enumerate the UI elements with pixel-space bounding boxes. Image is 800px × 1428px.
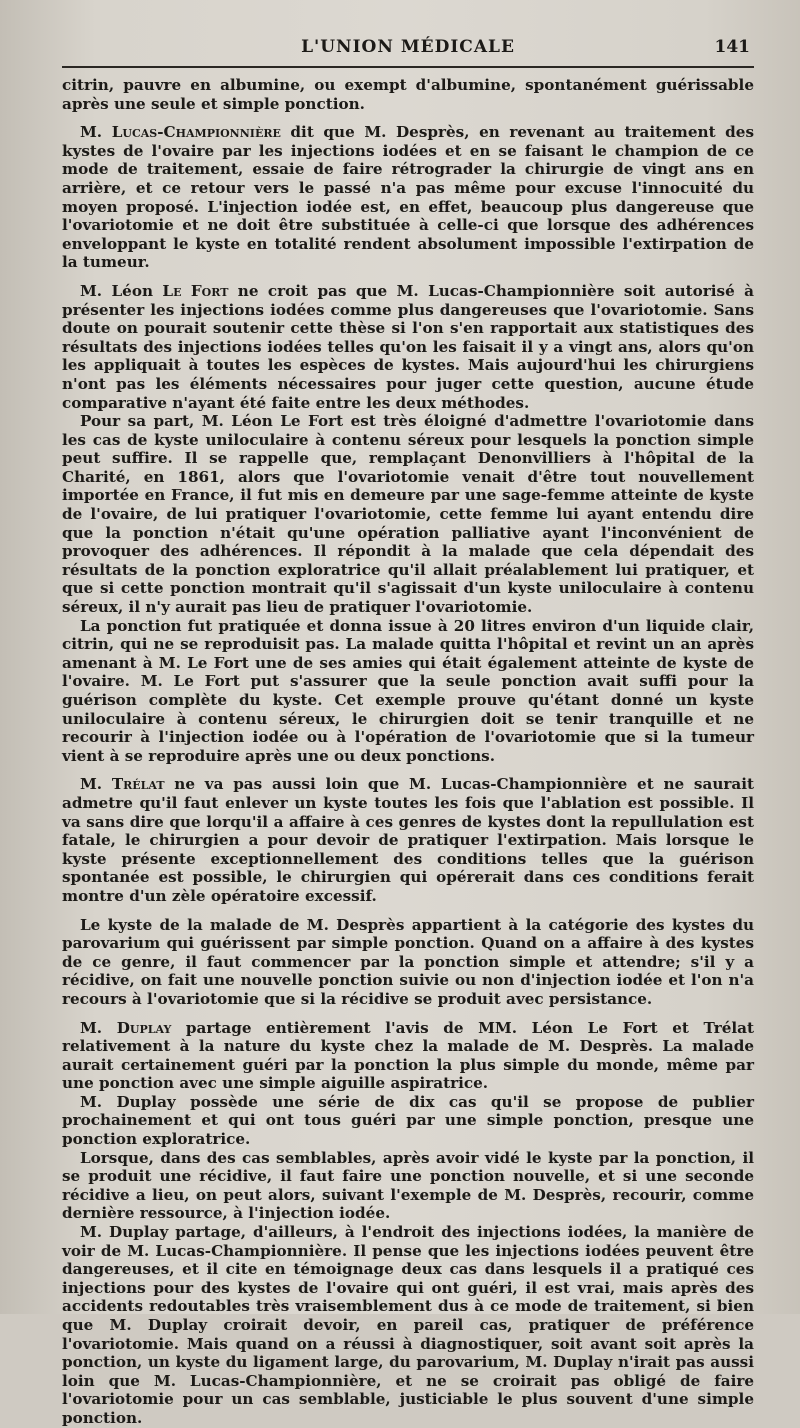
- header-rule: [62, 66, 754, 68]
- paragraph-p5: [62, 775, 754, 905]
- paragraph-text: dit que M. Desprès, en revenant au traitement des kystes de l'ovaire par les injections iodées et en se faisant le champion de ce mode de traitement, essaie de faire rétrograder la chirurgie de vingt ans en arrière, et ce retour vers le passé n'a pas même pour excuse l'innocuité du moyen proposé. L'injection iodée est, en effet, beaucoup plus dangereuse que l'ovariotomie et ne doit être substituée à celle-ci que lorsque des adhérences enveloppant le kyste en totalité rendent absolument impossible l'extirpation de la tumeur.: [62, 123, 755, 272]
- paragraph-p1: [62, 123, 754, 272]
- paragraph-text: La ponction fut pratiquée et donna issue à 20 litres environ d'un liquide clair, citrin, qui ne se reproduisit pas. La malade quitta l'hôpital et revint un an après amenant à M. Le Fort une de ses amies qui était également atteinte de kyste de l'ovaire. M. Le Fort put s'assurer que la seule ponction avait suffi pour la guérison complète du kyste. Cet exemple prouve qu'étant donné un kyste uniloculaire à contenu séreux, le chirurgien doit se tenir tranquille et ne recourir à l'injection iodée ou à l'opération de l'ovariotomie que si la tumeur vient à se reproduire après une ou deux ponctions.: [62, 616, 754, 765]
- paragraph-p9: [62, 1149, 754, 1223]
- speaker-name: Duplay: [116, 1018, 172, 1037]
- paragraph-text: M.: [80, 1018, 117, 1037]
- page-header: [62, 30, 754, 64]
- paragraph-text: ne va pas aussi loin que M. Lucas-Championnière et ne saurait admetre qu'il faut enlever un kyste toutes les fois que l'ablation est possible. Il va sans dire que lorqu'il a affaire à ces genres de kystes dont la repullulation est fatale, le chirurgien a pour devoir de pratiquer l'extirpation. Mais lorsque le kyste présente exceptionnellement des conditions telles que la guérison spontanée est possible, le chirurgien qui opérerait dans ces conditions ferait montre d'un zèle opératoire excessif.: [62, 775, 754, 905]
- article-body: [62, 76, 754, 1428]
- paragraph-p7: [62, 1019, 754, 1093]
- paragraph-p10: [62, 1223, 754, 1428]
- paragraph-text: M.: [80, 123, 112, 142]
- paragraph-text: M.: [80, 775, 112, 794]
- paragraph-text: M. Duplay possède une série de dix cas qu'il se propose de publier prochainement et qui ont tous guéri par une simple ponction, presque une ponction exploratrice.: [62, 1092, 754, 1149]
- paragraph-p3: [62, 412, 754, 617]
- speaker-name: Trélat: [111, 775, 165, 794]
- running-title: L'UNION MÉDICALE: [301, 37, 515, 57]
- paragraph-p6: [62, 916, 754, 1009]
- paragraph-text: Lorsque, dans des cas semblables, après avoir vidé le kyste par la ponction, il se produit une récidive, il faut faire une ponction nouvelle, et si une seconde récidive a lieu, on peut alors, suivant l'exemple de M. Desprès, recourir, comme dernière ressource, à l'injection iodée.: [62, 1148, 754, 1223]
- paragraph-p8: [62, 1093, 754, 1149]
- page-number: 141: [714, 37, 750, 57]
- paragraph-text: M. Léon: [80, 281, 163, 300]
- speaker-name: Le Fort: [162, 281, 229, 300]
- paragraph-text: Le kyste de la malade de M. Desprès appartient à la catégorie des kystes du parovarium qui guérissent par simple ponction. Quand on a affaire à des kystes de ce genre, il faut commencer par la ponction simple et attendre; s'il y a récidive, on fait une nouvelle ponction suivie ou non d'injection iodée et l'on n'a recours à l'ovariotomie que si la récidive se produit avec persistance.: [62, 915, 754, 1008]
- paragraph-text: partage entièrement l'avis de MM. Léon Le Fort et Trélat relativement à la nature du kyste chez la malade de M. Desprès. La malade aurait certainement guéri par la ponction la plus simple du monde, même par une ponction avec une simple aiguille aspiratrice.: [62, 1018, 755, 1093]
- paragraph-text: ne croit pas que M. Lucas-Championnière soit autorisé à présenter les injections iodées comme plus dangereuses que l'ovariotomie. Sans doute on pourait soutenir cette thèse si l'on s'en rapportait aux statistiques des résultats des injections iodées telles qu'on les faisait il y a vingt ans, alors qu'on les appliquait à toutes les espèces de kystes. Mais aujourd'hui les chirurgiens n'ont pas les éléments nécessaires pour juger cette question, aucune étude comparative n'ayant été faite entre les deux méthodes.: [62, 281, 754, 412]
- paragraph-p0: [62, 76, 754, 113]
- paragraph-text: M. Duplay partage, d'ailleurs, à l'endroit des injections iodées, la manière de voir de M. Lucas-Championnière. Il pense que les injections iodées peuvent être dangereuses, et il cite en témoignage deux cas dans lesquels il a pratiqué ces injections pour des kystes de l'ovaire qui ont guéri, il est vrai, mais après des accidents redoutables très vraisemblement dus à ce mode de traitement, si bien que M. Duplay croirait devoir, en pareil cas, pratiquer de préférence l'ovariotomie. Mais quand on a réussi à diagnostiquer, soit avant soit après la ponction, un kyste du ligament large, du parovarium, M. Duplay n'irait pas aussi loin que M. Lucas-Championnière, et ne se croirait pas obligé de faire l'ovariotomie pour un cas semblable, justiciable le plus souvent d'une simple ponction.: [62, 1223, 754, 1427]
- paragraph-text: citrin, pauvre en albumine, ou exempt d'albumine, spontanément guérissable après une seule et simple ponction.: [62, 76, 754, 113]
- paragraph-p4: [62, 617, 754, 766]
- paragraph-text: Pour sa part, M. Léon Le Fort est très éloigné d'admettre l'ovariotomie dans les cas de kyste uniloculaire à contenu séreux pour lesquels la ponction simple peut suffire. Il se rappelle que, remplaçant Denonvilliers à l'hôpital de la Charité, en 1861, alors que l'ovariotomie venait d'être tout nouvellement importée en France, il fut mis en demeure par une sage-femme atteinte de kyste de l'ovaire, de lui pratiquer l'ovariotomie, cette femme lui ayant entendu dire que la ponction n'était qu'une opération palliative ayant l'inconvénient de provoquer des adhérences. Il répondit à la malade que cela dépendait des résultats de la ponction exploratrice qu'il allait préalablement lui pratiquer, et que si cette ponction montrait qu'il s'agissait d'un kyste uniloculaire à contenu séreux, il n'y aurait pas lieu de pratiquer l'ovariotomie.: [62, 412, 754, 617]
- speaker-name: Lucas-Championnière: [111, 123, 281, 142]
- paragraph-p2: [62, 282, 754, 412]
